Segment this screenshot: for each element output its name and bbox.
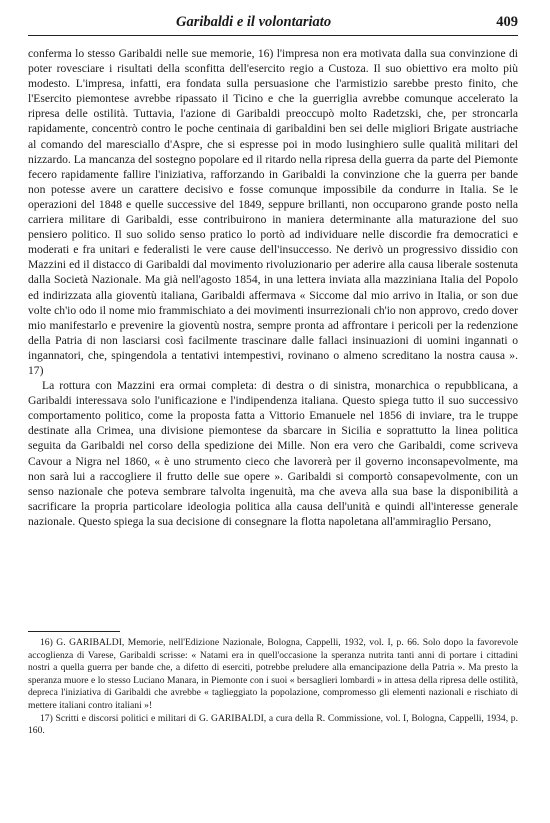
footnote-16: 16) G. GARIBALDI, Memorie, nell'Edizione Nazionale, Bologna, Cappelli, 1932, vol. I, p. 66. Solo dopo la favorevole accoglienza di Varese, Garibaldi scrisse: « Natami era in quell'occasione la speranza nutrita tanti anni di portare i cittadini nostri a quella guerra per bande che, a difetto di eserciti, potrebbe preludere alla emancipazione della Patria ». Ma presto la speranza muore e lo stesso Luciano Manara, in Piemonte con i suoi « bersaglieri lombardi » in attesa della ripresa delle ostilità, depreca l'iniziativa di Garibaldi che avrebbe « taglieggiato la popolazione, compromesso gli elementi nazionali e rischiato di mettere italiani contro italiani »! xyxy=(28,637,518,711)
footnote-rule xyxy=(28,631,120,632)
page-number: 409 xyxy=(496,14,518,30)
footnotes xyxy=(28,637,518,738)
footnote-17: 17) Scritti e discorsi politici e militari di G. GARIBALDI, a cura della R. Commissione, vol. I, Bologna, Cappelli, 1934, p. 160. xyxy=(28,712,518,737)
main-text xyxy=(28,46,518,529)
paragraph-1: conferma lo stesso Garibaldi nelle sue memorie, 16) l'impresa non era motivata dalla sua convinzione di poter rovesciare i risultati della sconfitta dell'esercito regio a Custoza. Il suo obiettivo era molto più modesto. L'impresa, infatti, era fondata sulla persuasione che l'armistizio sarebbe presto finito, che l'Esercito piemontese avrebbe ripassato il Ticino e che la guerriglia avrebbe comunque accelerato la ripresa delle ostilità. Tuttavia, l'azione di Garibaldi preoccupò molto Radetzski, che, per stroncarla rapidamente, concentrò contro le poche centinaia di garibaldini ben sei delle migliori Brigate austriache al comando del maresciallo d'Aspre, che si espresse poi in modo lusinghiero sulle qualità militari del nizzardo. La mancanza del sostegno popolare ed il ritardo nella ripresa della guerra da parte del Piemonte fecero rapidamente fallire l'iniziativa, rafforzando in Garibaldi la convinzione che la guerra per bande non potesse avere un carattere decisivo e fosse comunque impossibile da condurre in Italia. Se le operazioni del 1848 e quelle successive del 1849, seppure brillanti, non occuparono grande posto nella carriera militare di Garibaldi, esse contribuirono in maniera determinante alla maturazione del suo pensiero politico. Il suo solido senso pratico lo portò ad individuare nelle discordie fra democratici e moderati e fra unitari e federalisti le vere cause dell'insuccesso. Ne derivò un progressivo dissidio con Mazzini ed il distacco di Garibaldi dal movimento rivoluzionario per aderire alla causa liberale sostenuta dalla Società Nazionale. Ma già nell'agosto 1854, in una lettera inviata alla mazziniana Italia del Popolo ed indirizzata alla gioventù italiana, Garibaldi affermava « Siccome dal mio arrivo in Italia, or son due volte ch'io odo il nome mio frammischiato a dei movimenti insurrezionali ch'io non approvo, credo dover mio manifestarlo e prevenire la gioventù nostra, sempre pronta ad affrontare i pericoli per la redenzione della Patria di non lasciarsi così facilmente trascinare dalle fallaci insinuazioni di uomini ingannati o ingannatori, che, spingendola a tentativi intempestivi, rovinano o almeno screditano la nostra causa ». 17) xyxy=(28,47,518,377)
running-title: Garibaldi e il volontariato xyxy=(176,14,332,30)
running-header xyxy=(28,14,518,36)
paragraph-2: La rottura con Mazzini era ormai completa: di destra o di sinistra, monarchica o repubblicana, a Garibaldi interessava solo l'unificazione e l'indipendenza italiana. Questo spiega tutto il suo successivo comportamento politico, come la proposta fatta a Vittorio Emanuele nel 1856 di inviare, tra le truppe destinate alla Crimea, una divisione piemontese da sbarcare in Sicilia e soprattutto la linea politica seguita da Garibaldi nel corso della spedizione dei Mille. Non era vero che Garibaldi, come scriveva Cavour a Nigra nel 1860, « è uno strumento cieco che lavorerà per il governo inconsapevolmente, ma non sarà lui a raccogliere il frutto delle sue opere ». Garibaldi si comportò consapevolmente, con un senso nazionale che poteva sembrare talvolta ingenuità, ma che aveva alla sua base la disponibilità a sacrificare la propria particolare ideologia politica alla causa dell'unità e quindi all'interesse generale nazionale. Questo spiega la sua decisione di consegnare la flotta napoletana all'ammiraglio Persano, xyxy=(28,379,518,528)
